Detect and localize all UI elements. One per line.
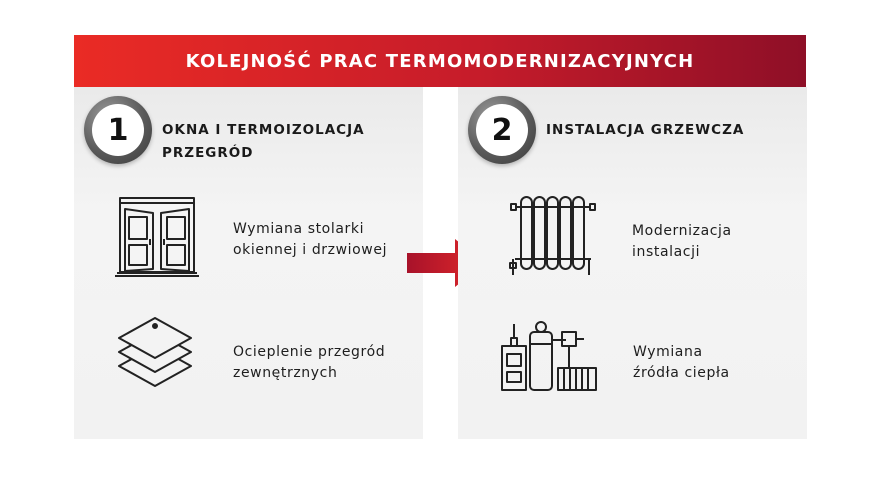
- boiler-icon: [500, 320, 600, 392]
- step-1-number: 1: [92, 104, 144, 156]
- step-1-item-2-text: Ocieplenie przegród zewnętrznych: [233, 344, 386, 381]
- title-banner: [74, 35, 806, 87]
- step-1-item-1-text: Wymiana stolarki okiennej i drzwiowej: [233, 221, 388, 258]
- step-1-heading: OKNA I TERMOIZOLACJA PRZEGRÓD: [162, 122, 365, 161]
- radiator-icon: [511, 195, 595, 277]
- step-2-heading: INSTALACJA GRZEWCZA: [546, 122, 745, 138]
- step-2-item-1-text: Modernizacja instalacji: [632, 223, 732, 260]
- insulation-layers-icon: [115, 316, 195, 396]
- step-2-badge: [468, 96, 536, 164]
- step-2-item-2-text: Wymiana źródła ciepła: [633, 344, 730, 381]
- window-icon: [117, 197, 197, 277]
- diagram-title: KOLEJNOŚĆ PRAC TERMOMODERNIZACYJNYCH: [185, 50, 695, 72]
- step-2-number: 2: [476, 104, 528, 156]
- step-1-badge: [84, 96, 152, 164]
